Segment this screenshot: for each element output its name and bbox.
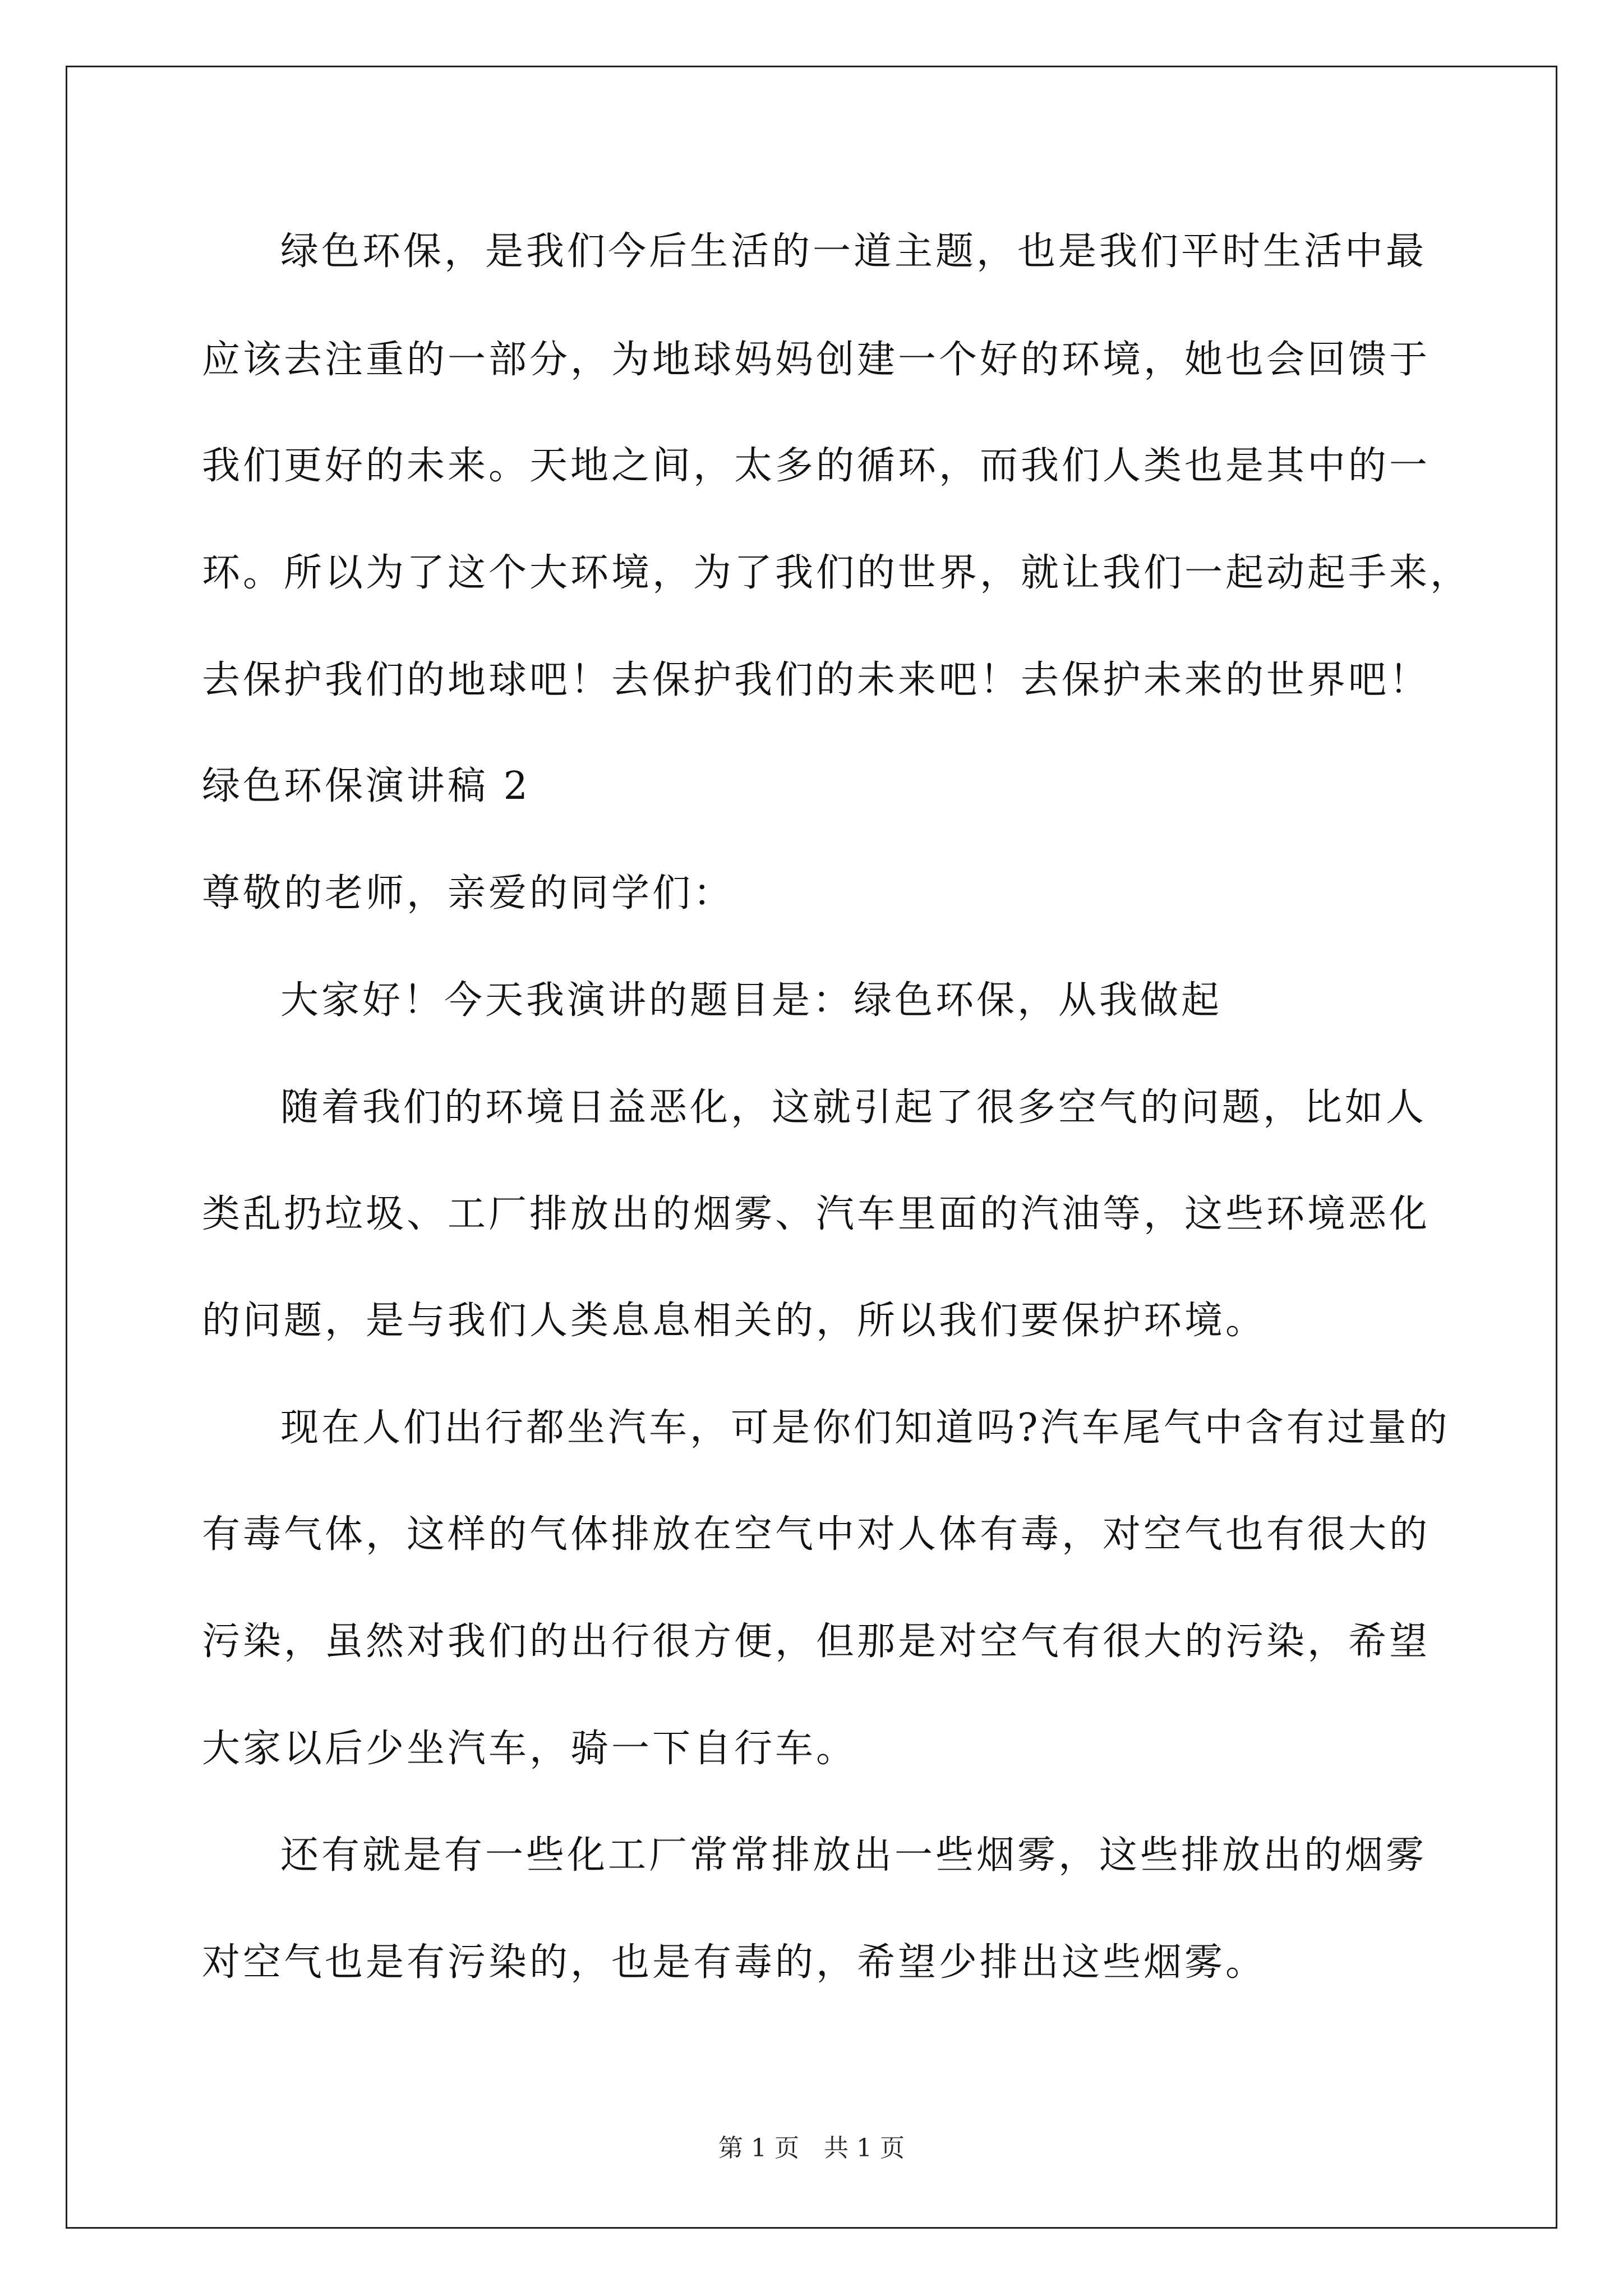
body-text-line: 随着我们的环境日益恶化，这就引起了很多空气的问题，比如人 xyxy=(280,1085,1427,1130)
body-text-line: 大家以后少坐汽车，骑一下自行车。 xyxy=(202,1727,857,1771)
page-border xyxy=(66,66,1557,2229)
body-text-line: 环。所以为了这个大环境，为了我们的世界，就让我们一起动起手来， xyxy=(202,551,1472,595)
section-heading: 绿色环保演讲稿 2 xyxy=(202,764,531,808)
body-text-line: 大家好！今天我演讲的题目是：绿色环保，从我做起 xyxy=(280,978,1223,1023)
body-text-line: 绿色环保，是我们今后生活的一道主题，也是我们平时生活中最 xyxy=(280,229,1427,274)
body-text-line: 还有就是有一些化工厂常常排放出一些烟雾，这些排放出的烟雾 xyxy=(280,1833,1427,1878)
body-text-line: 污染，虽然对我们的出行很方便，但那是对空气有很大的污染，希望 xyxy=(202,1619,1431,1664)
body-text-line: 有毒气体，这样的气体排放在空气中对人体有毒，对空气也有很大的 xyxy=(202,1512,1431,1557)
body-text-line: 我们更好的未来。天地之间，太多的循环，而我们人类也是其中的一 xyxy=(202,444,1431,488)
body-text-line: 去保护我们的地球吧！去保护我们的未来吧！去保护未来的世界吧！ xyxy=(202,658,1431,702)
body-text-line: 对空气也是有污染的，也是有毒的，希望少排出这些烟雾。 xyxy=(202,1940,1267,1985)
body-text-line: 应该去注重的一部分，为地球妈妈创建一个好的环境，她也会回馈于 xyxy=(202,338,1431,382)
body-text-line: 现在人们出行都坐汽车，可是你们知道吗?汽车尾气中含有过量的 xyxy=(280,1406,1450,1450)
body-text-line: 的问题，是与我们人类息息相关的，所以我们要保护环境。 xyxy=(202,1299,1267,1343)
salutation: 尊敬的老师，亲爱的同学们： xyxy=(202,871,735,915)
page-footer: 第 1 页 共 1 页 xyxy=(718,2134,905,2162)
body-text-line: 类乱扔垃圾、工厂排放出的烟雾、汽车里面的汽油等，这些环境恶化 xyxy=(202,1192,1431,1236)
